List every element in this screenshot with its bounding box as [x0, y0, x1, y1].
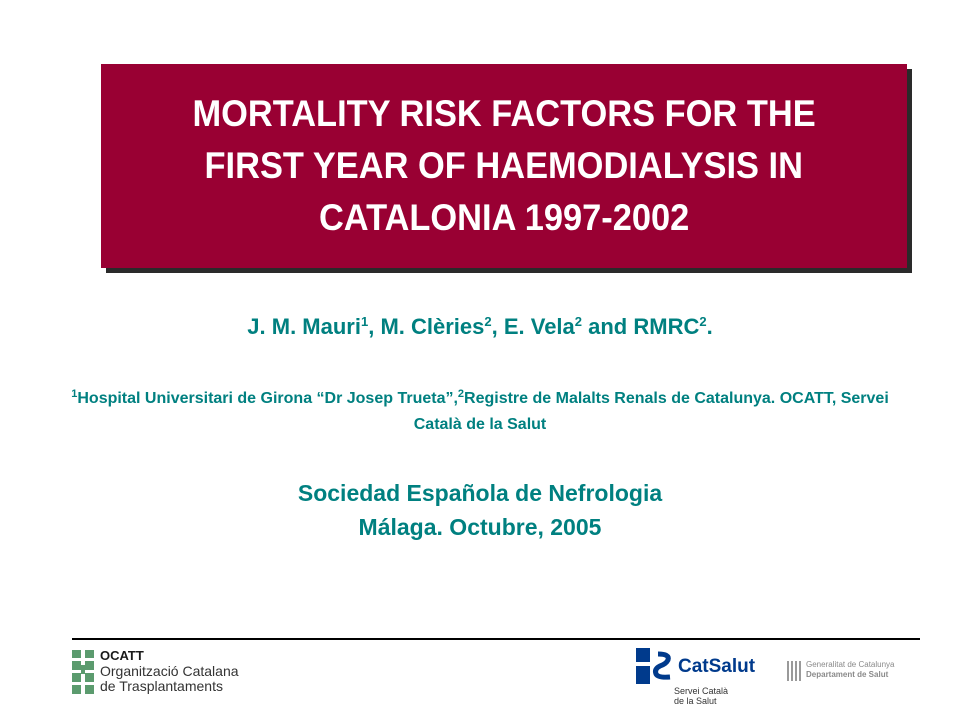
ocatt-full-line-2: de Trasplantaments	[100, 678, 223, 694]
ocatt-logo	[70, 648, 250, 698]
affil-1-marker: 1	[71, 388, 78, 400]
generalitat-name: Generalitat de Catalunya	[806, 660, 895, 669]
catsalut-subtitle	[674, 686, 728, 706]
ocatt-emblem-icon	[70, 648, 96, 696]
author-1-name: J. M. Mauri	[247, 314, 361, 339]
generalitat-bars-icon	[787, 661, 803, 681]
generalitat-department: Departament de Salut	[806, 670, 889, 679]
catsalut-name: CatSalut	[678, 656, 756, 677]
conference-info	[0, 476, 960, 544]
conference-location-date: Málaga. Octubre, 2005	[358, 514, 602, 540]
title-line-2: FIRST YEAR OF HAEMODIALYSIS IN	[204, 145, 804, 186]
author-4-affil: 2	[699, 314, 707, 329]
ocatt-name: OCATT	[100, 648, 144, 663]
author-2-affil: 2	[484, 314, 492, 329]
catsalut-sub-line-1: Servei Català	[674, 686, 729, 696]
catsalut-logo	[634, 644, 774, 708]
author-2-name: , M. Clèries	[368, 314, 485, 339]
catsalut-sub-line-2: de la Salut	[674, 696, 717, 706]
affil-2-text: Registre de Malalts Renals de Catalunya. OCATT, Servei Català de la Salut	[413, 390, 889, 433]
author-1-affil: 1	[360, 314, 369, 329]
author-3-affil: 2	[574, 314, 583, 329]
ocatt-full-line-1: Organització Catalana	[100, 663, 239, 679]
affil-1-text: Hospital Universitari de Girona “Dr Josep Trueta”,	[77, 390, 458, 407]
conference-name: Sociedad Española de Nefrologia	[297, 480, 663, 506]
title-line-1: MORTALITY RISK FACTORS FOR THE	[192, 93, 816, 134]
ocatt-full-name	[100, 664, 239, 694]
author-4-name: and RMRC	[582, 314, 700, 339]
footer-divider	[72, 638, 920, 640]
title-banner	[101, 64, 907, 268]
authors-line	[0, 313, 960, 341]
title-line-3: CATALONIA 1997-2002	[318, 197, 690, 238]
affiliations	[60, 386, 900, 438]
generalitat-text	[806, 660, 895, 680]
affil-2-marker: 2	[457, 388, 465, 400]
catsalut-cross-icon	[634, 646, 674, 686]
author-3-name: , E. Vela	[491, 314, 575, 339]
authors-end: .	[706, 314, 713, 339]
generalitat-logo	[787, 660, 927, 686]
